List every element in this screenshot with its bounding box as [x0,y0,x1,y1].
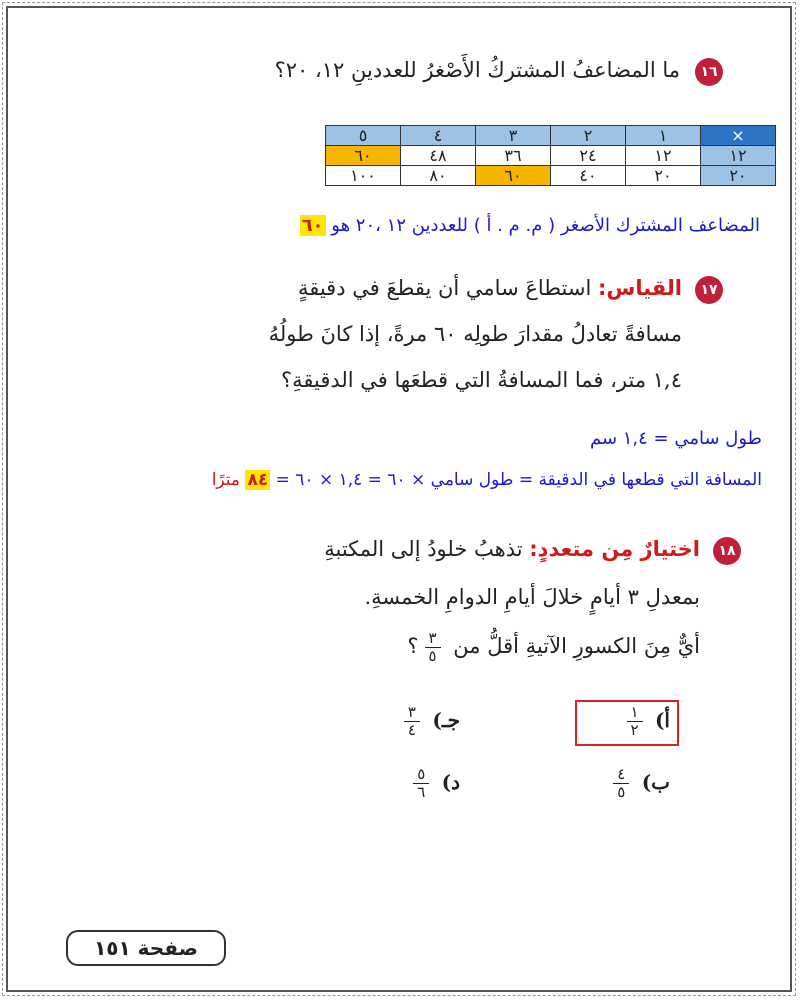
fraction-numerator: ٣ [404,704,420,722]
fraction-numerator: ٣ [425,630,441,648]
question-16-number: ١٦ [695,58,723,86]
fraction [627,704,643,739]
fraction [613,766,629,801]
page-label: صفحة [137,936,198,960]
question-mark: ؟ [407,634,419,658]
fraction-numerator: ١ [627,704,643,722]
page-number-box [66,930,226,966]
table-cell: ١٢ [626,146,701,166]
fraction [404,704,420,739]
question-17-line2: مسافةً تعادلُ مقدارَ طولِه ٦٠ مرةً، إذا كانَ طولُهُ [268,322,682,346]
table-cell: × [701,126,776,146]
answer-value: ٦٠ [301,215,324,236]
question-18-text: أيٌّ مِنَ الكسورِ الآتيةِ أقلُّ من [453,634,700,658]
choice-c[interactable] [398,704,460,739]
fraction-denominator: ٦ [417,783,426,801]
fraction-denominator: ٤ [407,721,416,739]
answer-text: المضاعف المشترك الأصغر ( م. م . أ ) للعددين ١٢ ،٢٠ هو [331,215,760,236]
table-cell: ٢ [551,126,626,146]
fraction-denominator: ٥ [428,647,437,665]
table-cell: ١٢ [701,146,776,166]
table-cell: ٨٠ [401,166,476,186]
answer-unit: مترًا [211,470,241,490]
table-cell: ٢٠ [626,166,701,186]
table-cell: ٤٨ [401,146,476,166]
choice-label: ب) [641,770,670,794]
table-cell: ٤ [401,126,476,146]
table-cell: ٣٦ [476,146,551,166]
question-17-answer-1: طول سامي = ١,٤ سم [589,428,762,449]
question-17-line1 [122,276,682,300]
answer-text: المسافة التي قطعها في الدقيقة = طول سامي × ٦٠ = ١,٤ × ٦٠ = [275,470,762,490]
table-cell: ٥ [326,126,401,146]
fraction-numerator: ٥ [413,766,429,784]
question-16-text: ما المضاعفُ المشتركُ الأَصْغرُ للعددينِ ١٢، ٢٠؟ [274,58,680,82]
question-17-number: ١٧ [695,276,723,304]
question-17-text: استطاعَ سامي أن يقطعَ في دقيقةٍ [297,276,592,300]
table-header-row [326,126,776,146]
table-cell-highlight: ٦٠ [326,146,401,166]
fraction [413,766,429,801]
question-18-line2: بمعدلِ ٣ أيامٍ خلالَ أيامِ الدوامِ الخمسةِ. [364,585,700,609]
table-cell: ١ [626,126,701,146]
question-16-answer [40,215,760,236]
fraction-denominator: ٢ [630,721,639,739]
question-17-line3: ١,٤ متر، فما المسافةُ التي قطعَها في الدقيقةِ؟ [280,368,682,392]
choice-label: أ) [654,708,670,732]
table-cell: ١٠٠ [326,166,401,186]
question-17-answer-2 [22,470,762,490]
choice-b[interactable] [607,766,670,801]
table-cell: ٤٠ [551,166,626,186]
table-cell: ٢٤ [551,146,626,166]
question-17-label: القياس: [597,276,682,300]
choice-label: د) [441,770,460,794]
table-row [326,146,776,166]
fraction-denominator: ٥ [617,783,626,801]
table-cell: ٢٠ [701,166,776,186]
answer-value: ٨٤ [247,470,269,490]
table-cell-highlight: ٦٠ [476,166,551,186]
question-18-label: اختيارٌ مِن متعددٍ: [529,537,700,561]
table-cell: ٣ [476,126,551,146]
choice-label: جـ) [432,708,460,732]
question-18-text: تذهبُ خلودُ إلى المكتبةِ [324,537,523,561]
page-number: ١٥١ [94,936,131,960]
question-18-line1 [100,537,700,561]
fraction [425,630,441,665]
choice-d[interactable] [407,766,460,801]
fraction-numerator: ٤ [613,766,629,784]
choice-a[interactable] [621,704,670,739]
multiples-table [325,125,776,186]
question-18-line3 [100,630,700,665]
table-row [326,166,776,186]
question-18-number: ١٨ [713,537,741,565]
